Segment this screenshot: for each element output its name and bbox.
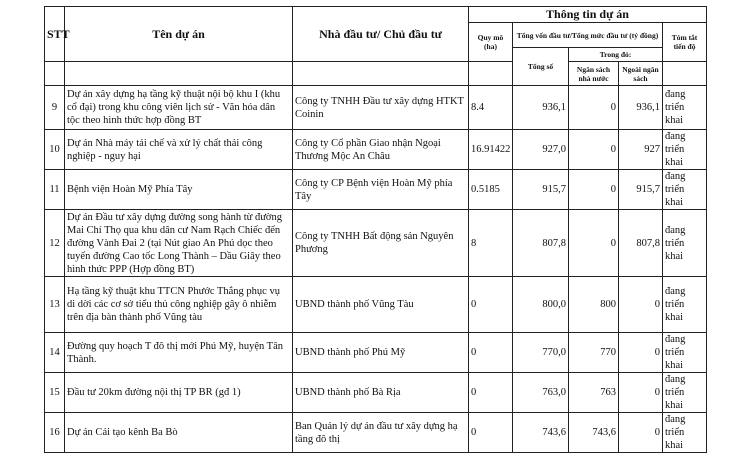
cell-investor: UBND thành phố Bà Rịa xyxy=(293,373,469,413)
cell-state-budget: 770 xyxy=(569,333,619,373)
table-row xyxy=(45,170,707,210)
header-stt: STT xyxy=(45,7,65,62)
cell-investor: UBND thành phố Phú Mỹ xyxy=(293,333,469,373)
cell-state-budget: 0 xyxy=(569,130,619,170)
cell-project-name: Đầu tư 20km đường nội thị TP BR (gđ 1) xyxy=(65,373,293,413)
cell-progress: đang triển khai xyxy=(663,333,707,373)
cell-investor: Công ty TNHH Đầu tư xây dựng HTKT Coinin xyxy=(293,86,469,130)
cell-progress: đang triển khai xyxy=(663,86,707,130)
header-project-name: Tên dự án xyxy=(65,7,293,62)
header-of-which: Trong đó: xyxy=(569,48,663,62)
cell-non-state-budget: 927 xyxy=(619,130,663,170)
cell-stt: 11 xyxy=(45,170,65,210)
header-state-budget: Ngân sách nhà nước xyxy=(569,62,619,86)
table-row xyxy=(45,210,707,277)
cell-total: 800,0 xyxy=(513,277,569,333)
cell-total: 807,8 xyxy=(513,210,569,277)
header-total-investment: Tổng vốn đầu tư/Tổng mức đầu tư (tỷ đồng) xyxy=(513,23,663,48)
cell-progress: đang triển khai xyxy=(663,210,707,277)
cell-stt: 14 xyxy=(45,333,65,373)
cell-total: 763,0 xyxy=(513,373,569,413)
cell-stt: 13 xyxy=(45,277,65,333)
cell-state-budget: 0 xyxy=(569,210,619,277)
header-total: Tổng số xyxy=(513,48,569,86)
project-table xyxy=(44,6,707,453)
cell-non-state-budget: 0 xyxy=(619,277,663,333)
header-progress-summary: Tóm tắt tiến độ xyxy=(663,23,707,62)
table-row xyxy=(45,413,707,453)
cell-scale: 0 xyxy=(469,373,513,413)
cell-stt: 12 xyxy=(45,210,65,277)
cell-stt: 16 xyxy=(45,413,65,453)
cell-investor: Công ty Cổ phần Giao nhận Ngoại Thương Mộc An Châu xyxy=(293,130,469,170)
cell-project-name: Dự án Đầu tư xây dựng đường song hành từ đường Mai Chí Thọ qua khu dân cư Nam Rạch Chiếc đến đường Vành Đai 2 (tại Nút giao An Phú dọc theo tuyến đường Cao tốc Long Thành – Dầu Giây theo hình thức PPP (Hợp đồng BT) xyxy=(65,210,293,277)
cell-project-name: Dự án Nhà máy tái chế và xử lý chất thải công nghiệp - nguy hại xyxy=(65,130,293,170)
header-scale: Quy mô (ha) xyxy=(469,23,513,62)
cell-progress: đang triển khai xyxy=(663,413,707,453)
cell-investor: UBND thành phố Vũng Tàu xyxy=(293,277,469,333)
cell-non-state-budget: 807,8 xyxy=(619,210,663,277)
cell-progress: đang triển khai xyxy=(663,130,707,170)
cell-scale: 0 xyxy=(469,277,513,333)
cell-total: 743,6 xyxy=(513,413,569,453)
cell-scale: 16.91422 xyxy=(469,130,513,170)
table-row xyxy=(45,373,707,413)
cell-non-state-budget: 0 xyxy=(619,413,663,453)
cell-project-name: Dự án Cải tạo kênh Ba Bò xyxy=(65,413,293,453)
cell-state-budget: 743,6 xyxy=(569,413,619,453)
cell-project-name: Bệnh viện Hoàn Mỹ Phía Tây xyxy=(65,170,293,210)
cell-project-name: Dự án xây dựng hạ tầng kỹ thuật nội bộ khu I (khu cổ đại) trong khu công viên lịch sử - Văn hóa dân tộc theo hình thức hợp đồng BT xyxy=(65,86,293,130)
cell-investor: Ban Quản lý dự án đầu tư xây dựng hạ tầng đô thị xyxy=(293,413,469,453)
cell-state-budget: 0 xyxy=(569,86,619,130)
cell-stt: 15 xyxy=(45,373,65,413)
cell-total: 915,7 xyxy=(513,170,569,210)
cell-total: 927,0 xyxy=(513,130,569,170)
cell-progress: đang triển khai xyxy=(663,277,707,333)
table-row xyxy=(45,333,707,373)
cell-total: 936,1 xyxy=(513,86,569,130)
header-non-state-budget: Ngoài ngân sách xyxy=(619,62,663,86)
cell-scale: 0.5185 xyxy=(469,170,513,210)
cell-scale: 8.4 xyxy=(469,86,513,130)
cell-state-budget: 763 xyxy=(569,373,619,413)
cell-non-state-budget: 0 xyxy=(619,333,663,373)
cell-total: 770,0 xyxy=(513,333,569,373)
cell-non-state-budget: 915,7 xyxy=(619,170,663,210)
cell-scale: 0 xyxy=(469,333,513,373)
cell-scale: 0 xyxy=(469,413,513,453)
cell-non-state-budget: 0 xyxy=(619,373,663,413)
cell-stt: 10 xyxy=(45,130,65,170)
cell-state-budget: 800 xyxy=(569,277,619,333)
cell-investor: Công ty TNHH Bất động sản Nguyên Phương xyxy=(293,210,469,277)
cell-progress: đang triển khai xyxy=(663,373,707,413)
table-row xyxy=(45,277,707,333)
header-investor: Nhà đầu tư/ Chủ đầu tư xyxy=(293,7,469,62)
cell-project-name: Đường quy hoạch T đô thị mới Phú Mỹ, huyện Tân Thành. xyxy=(65,333,293,373)
cell-investor: Công ty CP Bệnh viện Hoàn Mỹ phía Tây xyxy=(293,170,469,210)
cell-stt: 9 xyxy=(45,86,65,130)
table-row xyxy=(45,86,707,130)
cell-progress: đang triển khai xyxy=(663,170,707,210)
header-project-info: Thông tin dự án xyxy=(469,7,707,23)
cell-non-state-budget: 936,1 xyxy=(619,86,663,130)
cell-state-budget: 0 xyxy=(569,170,619,210)
cell-project-name: Hạ tầng kỹ thuật khu TTCN Phước Thắng phục vụ di dời các cơ sở tiểu thủ công nghiệp gây ô nhiễm trên địa bàn thành phố Vũng tàu xyxy=(65,277,293,333)
cell-scale: 8 xyxy=(469,210,513,277)
table-row xyxy=(45,130,707,170)
